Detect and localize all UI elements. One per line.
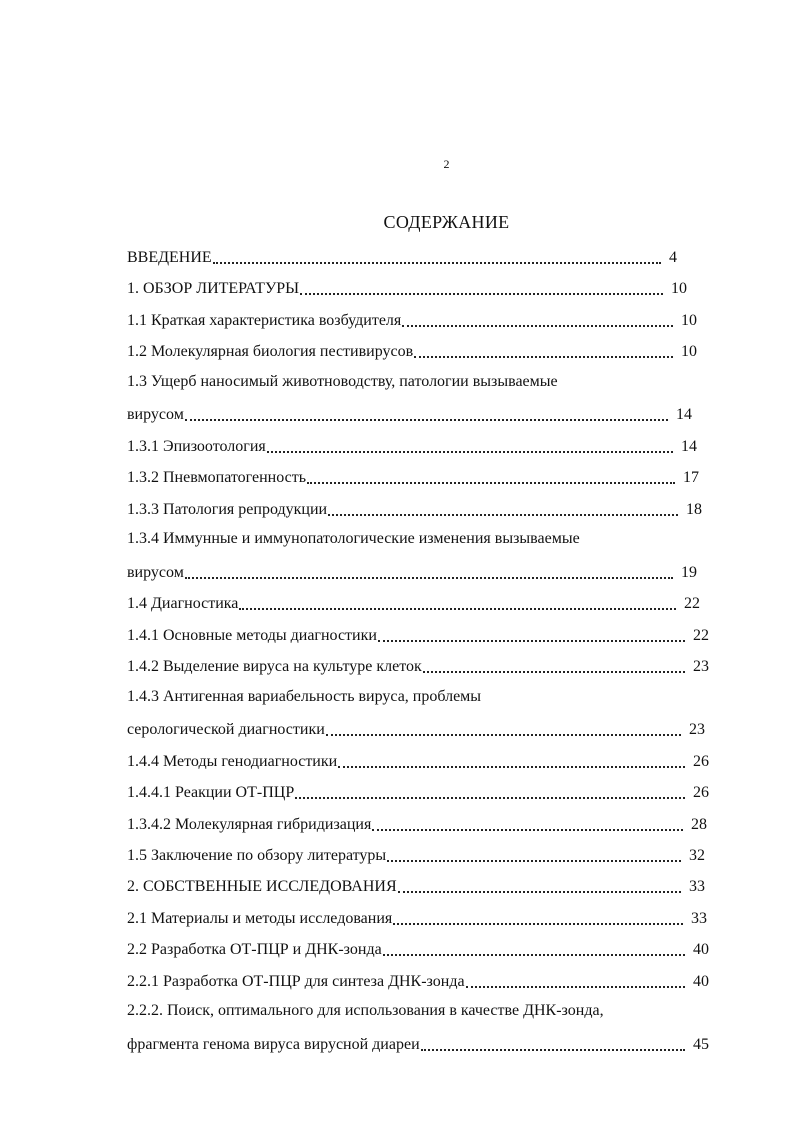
toc-entry-1-2 xyxy=(127,338,697,362)
toc-entry-title: 2.1 Материалы и методы исследования xyxy=(127,910,393,927)
toc-entry-title: фрагмента генома вируса вирусной диареи xyxy=(127,1036,420,1053)
dot-leader xyxy=(326,734,681,736)
toc-entry-title: 1. ОБЗОР ЛИТЕРАТУРЫ xyxy=(127,280,300,297)
page-number: 2 xyxy=(443,157,450,171)
toc-entry-title: 1.4 Диагностика xyxy=(127,595,239,612)
toc-entry-title: 1.4.2 Выделение вируса на культуре клеток xyxy=(127,658,422,675)
toc-entry-title: ВВЕДЕНИЕ xyxy=(127,249,212,266)
toc-entry-page: 32 xyxy=(689,847,705,864)
dot-leader xyxy=(402,325,673,327)
dot-leader xyxy=(338,766,685,768)
toc-entry-page: 40 xyxy=(693,973,709,990)
toc-entry-page: 4 xyxy=(669,249,677,266)
toc-entry-1-4 xyxy=(127,590,700,614)
dot-leader xyxy=(295,797,685,799)
toc-entry-title: 1.3.1 Эпизоотология xyxy=(127,438,266,455)
dot-leader xyxy=(398,891,681,893)
dot-leader xyxy=(421,1049,685,1051)
toc-entry-2-2-1 xyxy=(127,968,709,992)
toc-entry-title: 1.3.3 Патология репродукции xyxy=(127,501,328,518)
toc-entry-title: 1.4.4.1 Реакции ОТ-ПЦР xyxy=(127,784,295,801)
dot-leader xyxy=(307,482,675,484)
toc-entry-1-5 xyxy=(127,842,705,866)
toc-entry-1-4-2 xyxy=(127,653,709,677)
toc-entry-1-4-4-1 xyxy=(127,779,709,803)
toc-entry-1-4-3 xyxy=(127,716,705,740)
toc-entry-title: 1.1 Краткая характеристика возбудителя xyxy=(127,312,402,329)
dot-leader xyxy=(414,356,673,358)
toc-entry-page: 33 xyxy=(689,878,705,895)
toc-entry-title: 1.5 Заключение по обзору литературы xyxy=(127,847,387,864)
dot-leader xyxy=(393,923,683,925)
dot-leader xyxy=(300,293,663,295)
toc-entry-1-3-4-2 xyxy=(127,811,707,835)
toc-entry-page: 23 xyxy=(693,658,709,675)
toc-entry-1-3 xyxy=(127,401,692,425)
dot-leader xyxy=(383,954,685,956)
toc-entry-page: 10 xyxy=(681,343,697,360)
toc-entry-1-3-4-line1: 1.3.4 Иммунные и иммунопатологические изменения вызываемые xyxy=(127,530,580,547)
toc-entry-page: 19 xyxy=(681,564,697,581)
dot-leader xyxy=(267,451,673,453)
toc-title: СОДЕРЖАНИЕ xyxy=(383,212,510,232)
toc-entry-title: 1.3.2 Пневмопатогенность xyxy=(127,469,307,486)
dot-leader xyxy=(328,514,678,516)
toc-entry-1-3-4 xyxy=(127,559,697,583)
toc-entry-title: вирусом xyxy=(127,564,184,581)
toc-entry-1-4-3-line1: 1.4.3 Антигенная вариабельность вируса, проблемы xyxy=(127,688,482,705)
toc-entry-1-3-line1: 1.3 Ущерб наносимый животноводству, патологии вызываемые xyxy=(127,373,558,390)
toc-entry-page: 18 xyxy=(686,501,702,518)
toc-entry-introduction xyxy=(127,244,677,268)
dot-leader xyxy=(423,671,685,673)
toc-entry-2-2-2 xyxy=(127,1031,709,1055)
toc-entry-1-3-1 xyxy=(127,433,697,457)
toc-entry-1 xyxy=(127,275,687,299)
toc-entry-2-2-2-line1: 2.2.2. Поиск, оптимального для использования в качестве ДНК-зонда, xyxy=(127,1002,604,1019)
toc-entry-1-4-4 xyxy=(127,748,709,772)
toc-entry-title: 1.4.1 Основные методы диагностики xyxy=(127,627,377,644)
toc-entry-page: 22 xyxy=(693,627,709,644)
toc-entry-page: 26 xyxy=(693,753,709,770)
toc-entry-title: 1.2 Молекулярная биология пестивирусов xyxy=(127,343,414,360)
toc-entry-title: серологической диагностики xyxy=(127,721,325,738)
toc-entry-page: 45 xyxy=(693,1036,709,1053)
toc-entry-page: 22 xyxy=(684,595,700,612)
dot-leader xyxy=(239,608,676,610)
toc-entry-page: 14 xyxy=(681,438,697,455)
toc-entry-2-1 xyxy=(127,905,707,929)
toc-entry-page: 26 xyxy=(693,784,709,801)
toc-entry-title: 2.2.1 Разработка ОТ-ПЦР для синтеза ДНК-зонда xyxy=(127,973,465,990)
toc-entry-page: 10 xyxy=(671,280,687,297)
dot-leader xyxy=(185,419,668,421)
toc-entry-title: 2.2 Разработка ОТ-ПЦР и ДНК-зонда xyxy=(127,941,382,958)
toc-entry-1-4-1 xyxy=(127,622,709,646)
toc-entry-1-3-3 xyxy=(127,496,702,520)
toc-entry-2 xyxy=(127,873,705,897)
toc-entry-page: 14 xyxy=(676,406,692,423)
toc-entry-page: 40 xyxy=(693,941,709,958)
toc-entry-title: вирусом xyxy=(127,406,184,423)
toc-entry-page: 23 xyxy=(689,721,705,738)
toc-entry-page: 28 xyxy=(691,816,707,833)
dot-leader xyxy=(387,860,681,862)
dot-leader xyxy=(213,262,661,264)
toc-entry-title: 2. СОБСТВЕННЫЕ ИССЛЕДОВАНИЯ xyxy=(127,878,397,895)
toc-entry-1-1 xyxy=(127,307,697,331)
toc-entry-page: 17 xyxy=(683,469,699,486)
toc-entry-title: 1.3.4.2 Молекулярная гибридизация xyxy=(127,816,372,833)
dot-leader xyxy=(372,829,683,831)
dot-leader xyxy=(466,986,685,988)
dot-leader xyxy=(185,577,673,579)
toc-entry-title: 1.4.4 Методы генодиагностики xyxy=(127,753,338,770)
toc-entry-2-2 xyxy=(127,936,709,960)
toc-entry-page: 10 xyxy=(681,312,697,329)
toc-entry-1-3-2 xyxy=(127,464,699,488)
dot-leader xyxy=(378,640,685,642)
toc-entry-page: 33 xyxy=(691,910,707,927)
